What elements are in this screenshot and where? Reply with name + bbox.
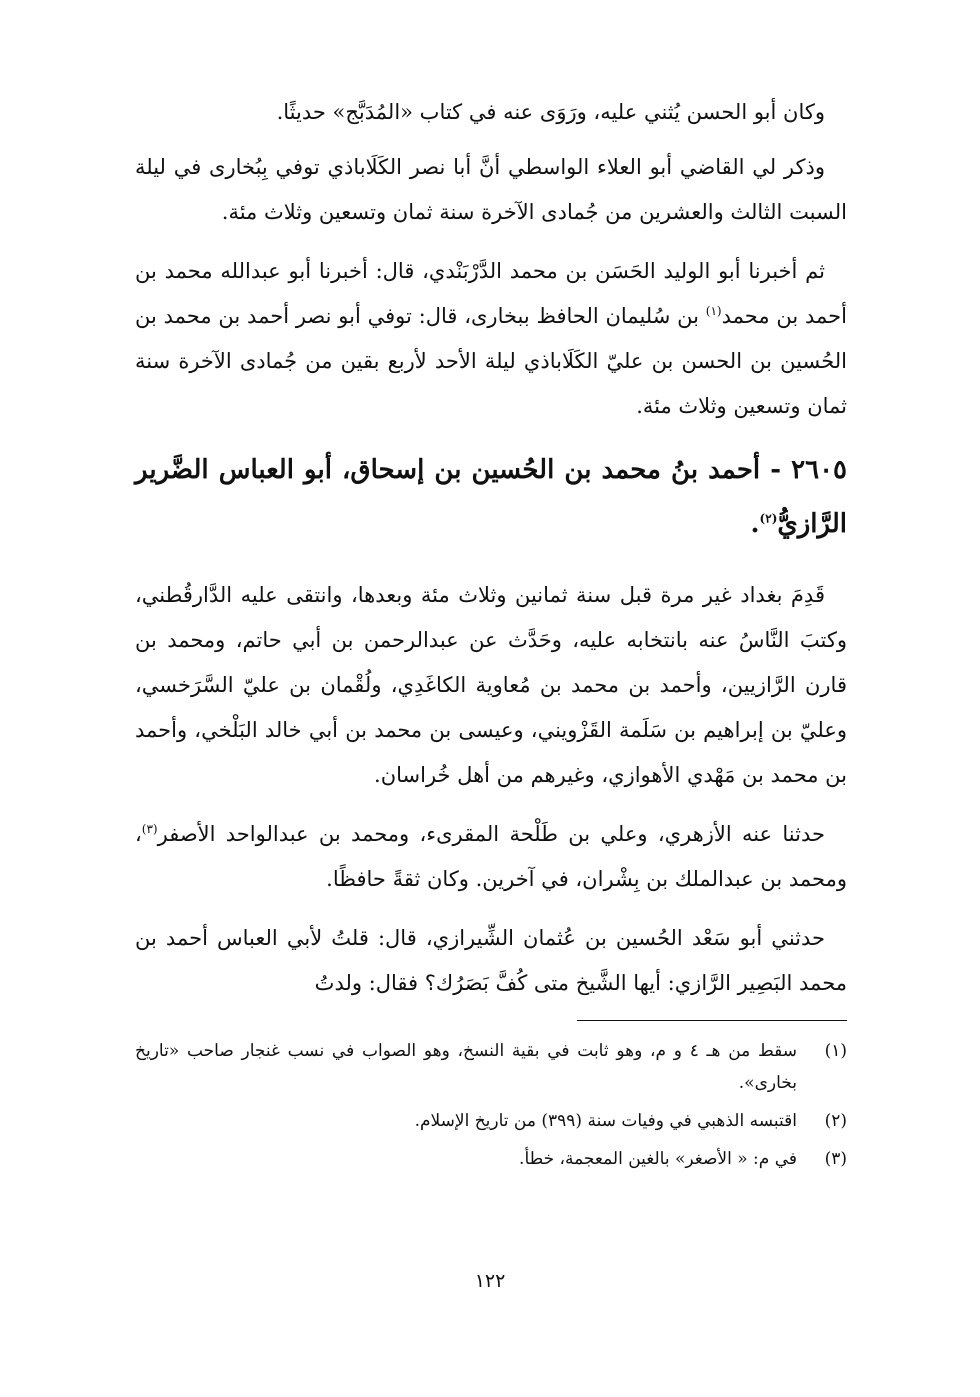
entry-heading-text: ٢٦٠٥ - أحمد بنُ محمد بن الحُسين بن إسحاق، أبو العباس الضَّرير الرَّازيُّ bbox=[135, 455, 847, 539]
page-number: ١٢٢ bbox=[474, 1270, 506, 1292]
paragraph-6: حدثني أبو سَعْد الحُسين بن عُثمان الشِّيرازي، قال: قلتُ لأبي العباس أحمد بن محمد البَصِير الرَّازي: أيها الشَّيخ متى كُفَّ بَصَرُك؟ فقال: ولدتُ bbox=[135, 926, 847, 995]
paragraph-3-part-a: ثم أخبرنا أبو الوليد الحَسَن بن محمد الدَّرْبَنْدي، قال: أخبرنا أبو عبدالله محمد بن أحمد بن محمد bbox=[135, 259, 847, 328]
footnote-1-number: (١) bbox=[824, 1041, 847, 1061]
paragraph-3 bbox=[135, 249, 847, 429]
page-body bbox=[135, 90, 847, 1181]
entry-heading-end: . bbox=[750, 509, 760, 539]
paragraph-4: قَدِمَ بغداد غير مرة قبل سنة ثمانين وثلاث مئة وبعدها، وانتقى عليه الدَّارقُطني، وكتبَ النَّاسُ عنه بانتخابه عليه، وحَدَّث عن عبدالرحمن بن أبي حاتم، ومحمد بن قارن الرَّازيين، وأحمد بن محمد بن مُعاوية الكاغَدِي، ولُقْمان بن عليّ السَّرَخسي، وعليّ بن إبراهيم بن سَلَمة القَزْويني، وعيسى بن محمد بن أبي خالد البَلْخي، وأحمد بن محمد بن مَهْدي الأهوازي، وغيرهم من أهل خُراسان. bbox=[135, 583, 847, 787]
footnote-3-text: في م: « الأصغر» بالغين المعجمة، خطأ. bbox=[519, 1149, 797, 1169]
paragraph-5-part-a: حدثنا عنه الأزهري، وعلي بن طَلْحة المقرىء، ومحمد بن عبدالواحد الأصفر bbox=[157, 822, 825, 846]
paragraph-2: وذكر لي القاضي أبو العلاء الواسطي أنَّ أبا نصر الكَلَاباذي توفي بِبُخارى في ليلة السبت الثالث والعشرين من جُمادى الآخرة سنة ثمان وتسعين وثلاث مئة. bbox=[135, 155, 847, 224]
paragraph-5-part-b: ، ومحمد بن عبدالملك بن بِشْران، في آخرين. وكان ثقةً حافظًا. bbox=[135, 822, 847, 891]
footnote-2 bbox=[135, 1105, 847, 1137]
footnote-3 bbox=[135, 1143, 847, 1175]
footnote-divider bbox=[577, 1020, 847, 1021]
entry-heading bbox=[135, 443, 847, 551]
footnote-1 bbox=[135, 1035, 847, 1099]
footnote-3-number: (٣) bbox=[824, 1149, 847, 1169]
footnotes bbox=[135, 1035, 847, 1175]
footnote-1-text: سقط من هـ ٤ و م، وهو ثابت في بقية النسخ، وهو الصواب في نسب غنجار صاحب «تاريخ بخارى». bbox=[135, 1041, 797, 1093]
footnote-ref-1: (١) bbox=[705, 304, 722, 318]
paragraph-5 bbox=[135, 812, 847, 902]
paragraph-1: وكان أبو الحسن يُثني عليه، ورَوَى عنه في كتاب «المُدَبَّج» حديثًا. bbox=[276, 100, 825, 124]
footnote-2-number: (٢) bbox=[824, 1111, 847, 1131]
footnote-ref-3: (٣) bbox=[141, 822, 158, 836]
footnote-2-text: اقتبسه الذهبي في وفيات سنة (٣٩٩) من تاريخ الإسلام. bbox=[414, 1111, 797, 1131]
paragraph-3-part-b: بن سُليمان الحافظ ببخارى، قال: توفي أبو نصر أحمد بن محمد بن الحُسين بن الحسن بن عليّ الكَلَاباذي ليلة الأحد لأربع بقين من جُمادى الآخرة سنة ثمان وتسعين وثلاث مئة. bbox=[135, 304, 847, 418]
footnote-ref-2: (٢) bbox=[759, 511, 778, 526]
